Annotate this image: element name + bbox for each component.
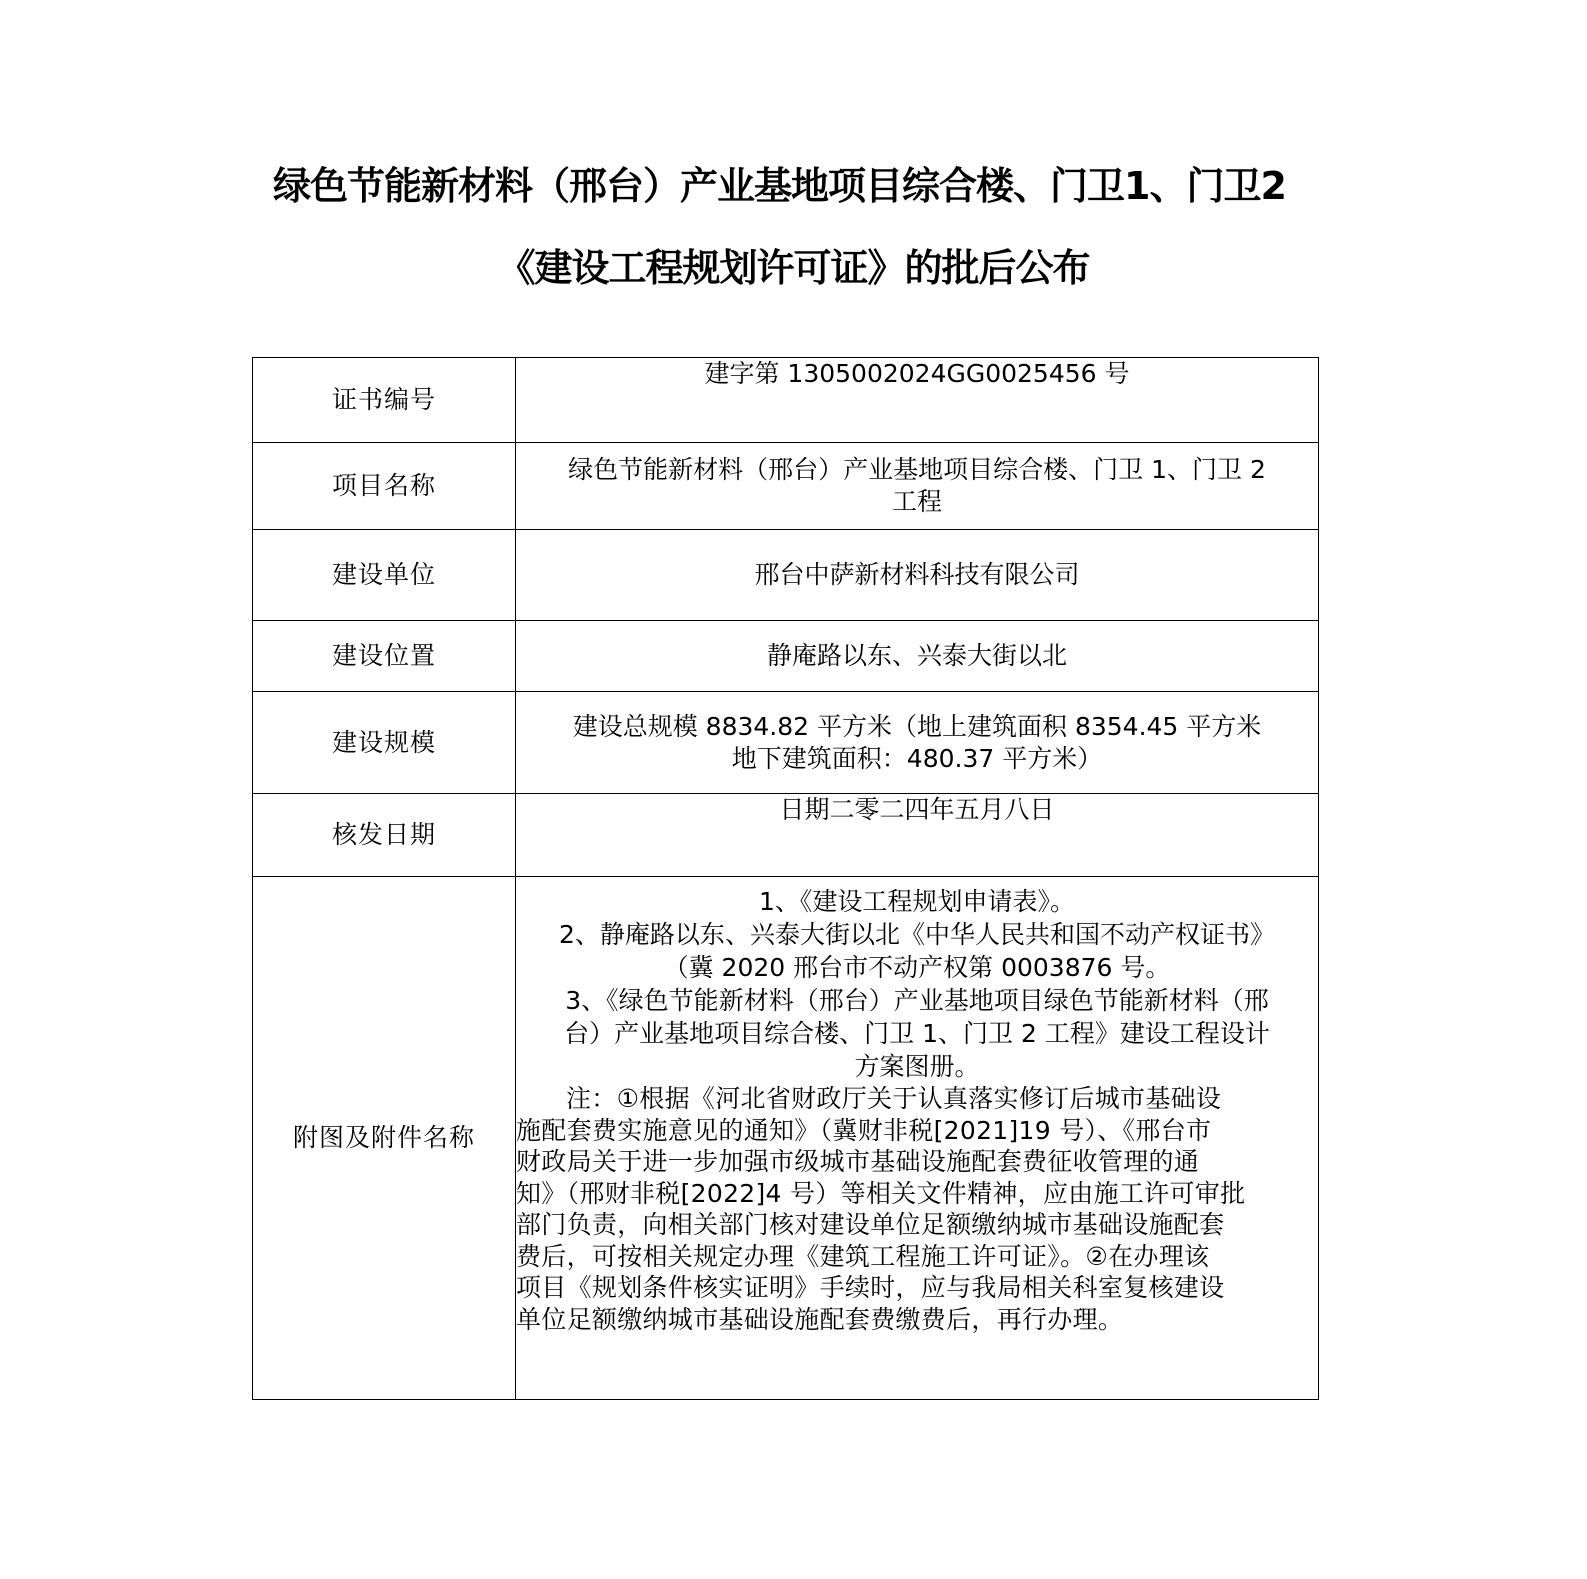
- table-row-construction-location: [253, 621, 1319, 692]
- label-construction-unit: 建设单位: [253, 530, 516, 621]
- attachment-item-3-line1: 3、《绿色节能新材料（邢台）产业基地项目绿色节能新材料（邢: [565, 986, 1269, 1015]
- construction-scale-line1: 建设总规模 8834.82 平方米（地上建筑面积 8354.45 平方米: [572, 711, 1262, 741]
- attachment-item-1: 1、《建设工程规划申请表》。: [759, 887, 1075, 916]
- note-line-1-text: 注：①根据《河北省财政厅关于认真落实修订后城市基础设: [566, 1084, 1222, 1113]
- table-row-project-name: [253, 443, 1319, 530]
- table-row-attachments: [253, 877, 1319, 1400]
- attachment-item-3-line2: 台）产业基地项目综合楼、门卫 1、门卫 2 工程》建设工程设计: [564, 1019, 1270, 1048]
- project-name-line1: 绿色节能新材料（邢台）产业基地项目综合楼、门卫 1、门卫 2: [568, 455, 1266, 484]
- value-construction-location: 静庵路以东、兴泰大街以北: [516, 621, 1319, 692]
- value-project-name: [516, 443, 1319, 530]
- note-line-1: [516, 1083, 1318, 1115]
- value-certificate-number: 建字第 1305002024GG0025456 号: [516, 358, 1319, 443]
- note-line-4: 知》（邢财非税[2022]4 号）等相关文件精神，应由施工许可审批: [516, 1178, 1246, 1208]
- value-construction-unit: 邢台中萨新材料科技有限公司: [516, 530, 1319, 621]
- label-construction-location: 建设位置: [253, 621, 516, 692]
- attachment-note: [516, 1083, 1318, 1335]
- note-line-6: 费后，可按相关规定办理《建筑工程施工许可证》。②在办理该: [516, 1241, 1210, 1271]
- note-line-8: 单位足额缴纳城市基础设施配套费缴费后，再行办理。: [516, 1304, 1124, 1334]
- attachment-item-2-line1: 2、静庵路以东、兴泰大街以北《中华人民共和国不动产权证书》: [559, 920, 1275, 949]
- table-row-issue-date: [253, 794, 1319, 877]
- construction-scale-line2: 地下建筑面积：480.37 平方米）: [731, 743, 1103, 773]
- attachment-item-2-line2: （冀 2020 邢台市不动产权第 0003876 号。: [663, 953, 1171, 982]
- label-attachments: 附图及附件名称: [253, 877, 516, 1400]
- page-title-line1: 绿色节能新材料（邢台）产业基地项目综合楼、门卫1、门卫2: [273, 164, 1286, 208]
- note-line-3: 财政局关于进一步加强市级城市基础设施配套费征收管理的通: [516, 1147, 1200, 1176]
- label-issue-date: 核发日期: [253, 794, 516, 877]
- label-certificate-number: 证书编号: [253, 358, 516, 443]
- note-line-5: 部门负责，向相关部门核对建设单位足额缴纳城市基础设施配套: [516, 1210, 1225, 1239]
- note-line-7: 项目《规划条件核实证明》手续时，应与我局相关科室复核建设: [516, 1273, 1225, 1302]
- table-row-certificate-number: [253, 358, 1319, 443]
- table-row-construction-scale: [253, 692, 1319, 794]
- note-line-2: 施配套费实施意见的通知》（冀财非税[2021]19 号）、《邢台市: [516, 1115, 1212, 1145]
- page-title-line2: 《建设工程规划许可证》的批后公布: [497, 246, 1090, 290]
- value-attachments: [516, 877, 1319, 1400]
- certificate-table: [252, 357, 1319, 1400]
- project-name-line2: 工程: [891, 487, 942, 516]
- attachments-list: [516, 877, 1318, 1335]
- table-row-construction-unit: [253, 530, 1319, 621]
- label-construction-scale: 建设规模: [253, 692, 516, 794]
- label-project-name: 项目名称: [253, 443, 516, 530]
- attachment-item-3-line3: 方案图册。: [854, 1052, 980, 1081]
- value-issue-date: 日期二零二四年五月八日: [516, 794, 1319, 877]
- value-construction-scale: [516, 692, 1319, 794]
